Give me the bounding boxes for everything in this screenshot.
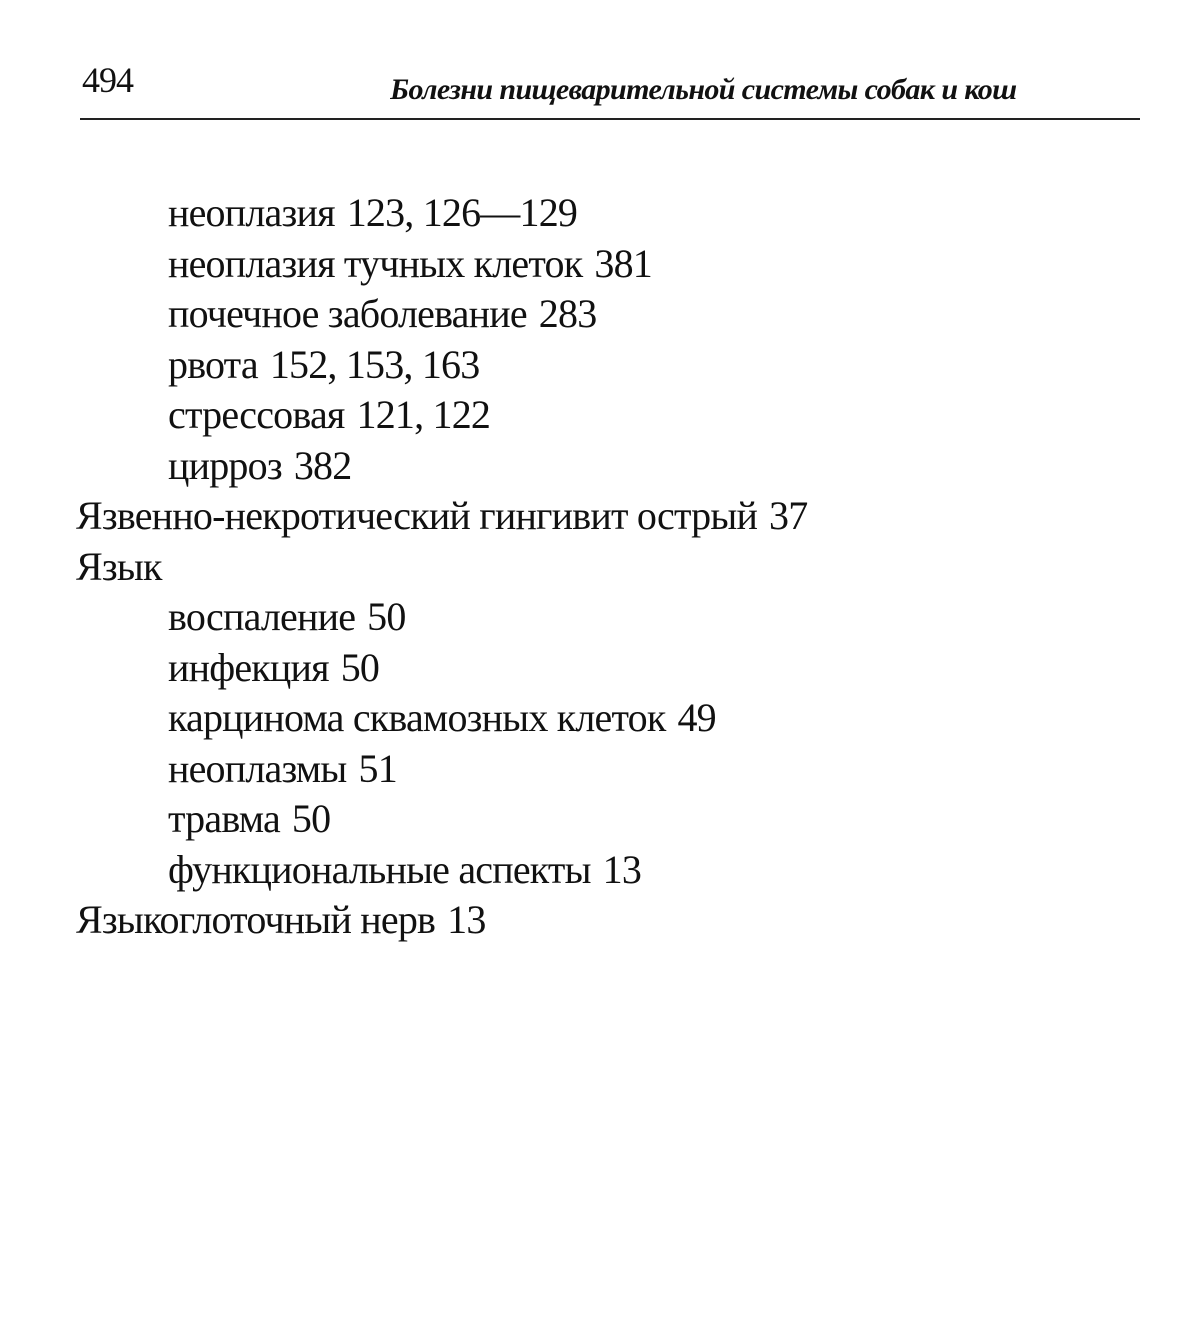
index-entry <box>0 340 1200 391</box>
index-entry <box>0 441 1200 492</box>
index-pages: 382 <box>293 442 352 488</box>
index-term: Язвенно-некротический гингивит острый <box>76 493 758 538</box>
index-term: цирроз <box>168 442 282 488</box>
index-term: неоплазмы <box>168 745 347 791</box>
index-pages: 50 <box>291 796 331 841</box>
index-entry <box>0 643 1200 694</box>
index-entry <box>0 794 1200 845</box>
index-pages: 49 <box>677 695 716 740</box>
header-rule <box>80 118 1140 120</box>
index-term: Языкоглоточный нерв <box>76 897 436 942</box>
index-term: травма <box>168 796 280 841</box>
index-entry <box>0 542 1200 593</box>
index-pages: 13 <box>447 897 486 942</box>
index-entry <box>0 693 1200 744</box>
index-pages: 283 <box>538 291 597 336</box>
index-pages: 121, 122 <box>356 392 491 437</box>
index-entry <box>0 390 1200 441</box>
page-header <box>0 0 1200 130</box>
index-pages: 123, 126—129 <box>346 190 578 235</box>
index-term: воспаление <box>168 594 356 639</box>
index-term: Язык <box>76 543 162 589</box>
index-pages: 13 <box>602 846 642 892</box>
index-pages: 37 <box>769 493 808 538</box>
index-entry <box>0 188 1200 239</box>
index-term: почечное заболевание <box>168 291 527 336</box>
index-term: рвота <box>168 341 258 387</box>
index-entry <box>0 491 1200 542</box>
page-number: 494 <box>82 60 133 100</box>
index-term: карцинома сквамозных клеток <box>168 695 666 740</box>
index-list <box>0 188 1200 946</box>
index-entry <box>0 895 1200 946</box>
running-title: Болезни пищеварительной системы собак и кош <box>390 73 1017 106</box>
index-entry <box>0 744 1200 795</box>
index-pages: 51 <box>358 745 397 791</box>
index-term: стрессовая <box>168 392 345 437</box>
index-pages: 381 <box>594 240 652 286</box>
index-term: неоплазия <box>168 190 335 235</box>
index-entry <box>0 845 1200 896</box>
index-entry <box>0 592 1200 643</box>
index-entry <box>0 289 1200 340</box>
index-term: инфекция <box>168 644 329 690</box>
index-pages: 50 <box>340 644 380 690</box>
index-pages: 152, 153, 163 <box>269 341 480 387</box>
index-entry <box>0 239 1200 290</box>
index-term: неоплазия тучных клеток <box>168 240 583 286</box>
index-term: функциональные аспекты <box>168 846 591 892</box>
index-pages: 50 <box>367 594 406 639</box>
